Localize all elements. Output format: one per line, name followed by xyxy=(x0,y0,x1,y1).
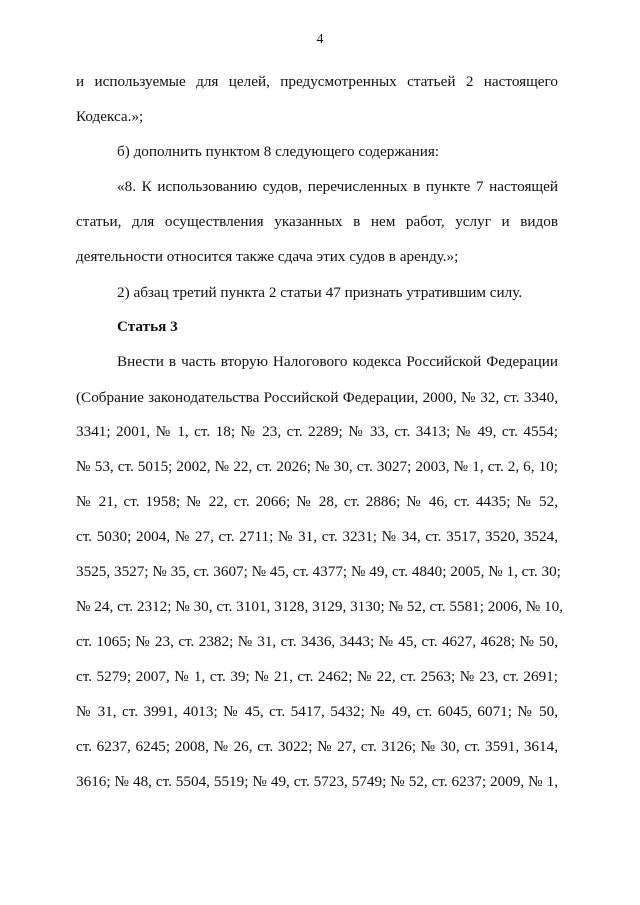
text-line: № 24, ст. 2312; № 30, ст. 3101, 3128, 3129, 3130; № 52, ст. 5581; 2006, № 10, xyxy=(76,598,564,615)
text-line: «8. К использованию судов, перечисленных в пункте 7 настоящей xyxy=(117,178,558,195)
text-line: № 31, ст. 3991, 4013; № 45, ст. 5417, 5432; № 49, ст. 6045, 6071; № 50, xyxy=(76,703,558,720)
text-line: ст. 1065; № 23, ст. 2382; № 31, ст. 3436, 3443; № 45, ст. 4627, 4628; № 50, xyxy=(76,633,558,650)
page-number: 4 xyxy=(316,32,324,47)
text-line: Внести в часть вторую Налогового кодекса Российской Федерации xyxy=(117,353,558,370)
text-line: б) дополнить пунктом 8 следующего содержания: xyxy=(117,143,440,160)
text-line: деятельности относится также сдача этих судов в аренду.»; xyxy=(76,248,459,265)
text-line: ст. 5030; 2004, № 27, ст. 2711; № 31, ст. 3231; № 34, ст. 3517, 3520, 3524, xyxy=(76,528,558,545)
text-line: ст. 6237, 6245; 2008, № 26, ст. 3022; № 27, ст. 3126; № 30, ст. 3591, 3614, xyxy=(76,738,558,755)
text-line: 2) абзац третий пункта 2 статьи 47 признать утратившим силу. xyxy=(117,284,523,301)
text-line: Кодекса.»; xyxy=(76,108,144,125)
text-line: (Собрание законодательства Российской Федерации, 2000, № 32, ст. 3340, xyxy=(76,389,558,406)
text-line: ст. 5279; 2007, № 1, ст. 39; № 21, ст. 2462; № 22, ст. 2563; № 23, ст. 2691; xyxy=(76,668,558,685)
text-line: 3341; 2001, № 1, ст. 18; № 23, ст. 2289; № 33, ст. 3413; № 49, ст. 4554; xyxy=(76,423,558,440)
text-line: 3616; № 48, ст. 5504, 5519; № 49, ст. 5723, 5749; № 52, ст. 6237; 2009, № 1, xyxy=(76,773,558,790)
text-line: 3525, 3527; № 35, ст. 3607; № 45, ст. 4377; № 49, ст. 4840; 2005, № 1, ст. 30; xyxy=(76,563,561,580)
article-heading: Статья 3 xyxy=(117,318,178,335)
text-line: статьи, для осуществления указанных в нем работ, услуг и видов xyxy=(76,213,558,230)
text-line: № 21, ст. 1958; № 22, ст. 2066; № 28, ст. 2886; № 46, ст. 4435; № 52, xyxy=(76,493,558,510)
text-line: № 53, ст. 5015; 2002, № 22, ст. 2026; № 30, ст. 3027; 2003, № 1, ст. 2, 6, 10; xyxy=(76,458,558,475)
text-line: и используемые для целей, предусмотренных статьей 2 настоящего xyxy=(76,73,558,90)
